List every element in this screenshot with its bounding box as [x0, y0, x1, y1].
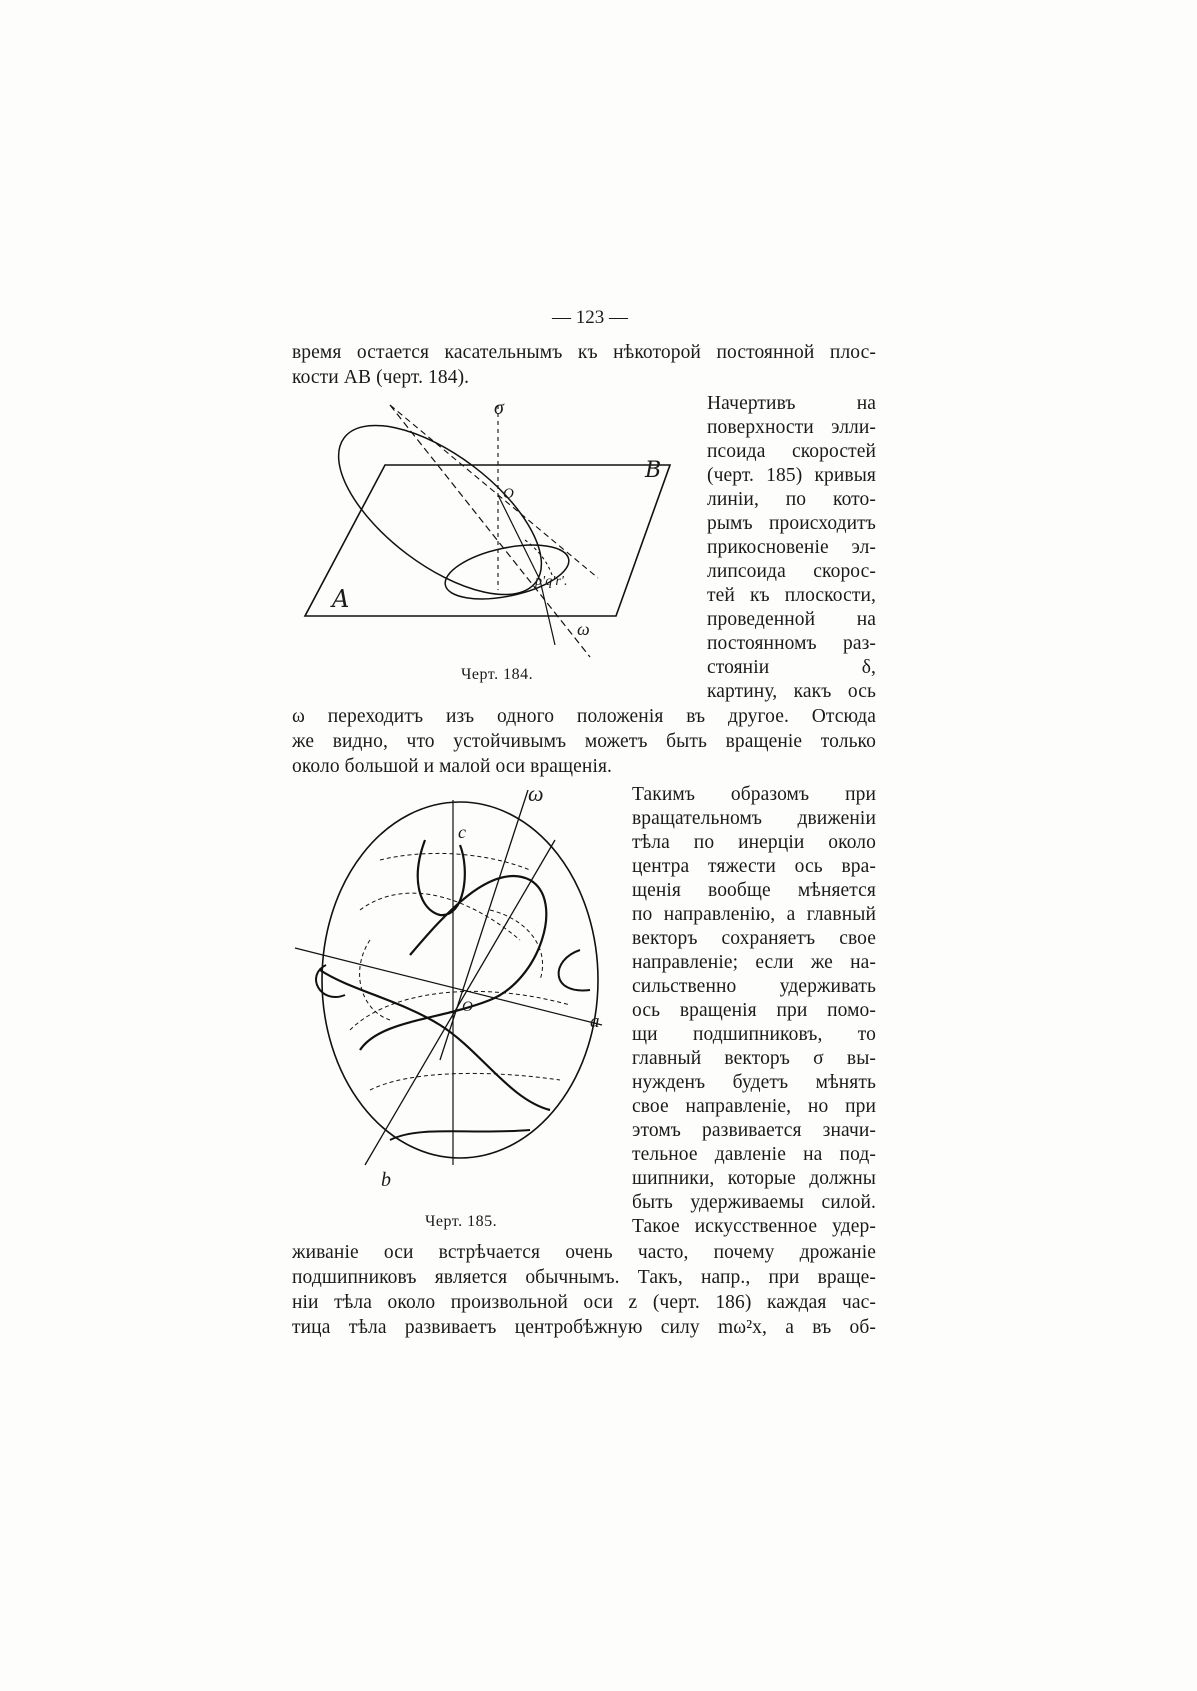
text-line: кости AB (черт. 184). [292, 367, 470, 388]
text-line: время остается касательнымъ къ нѣкоторой постоянной плос- [292, 342, 876, 363]
text-line: центра тяжести ось вра- [632, 856, 876, 877]
figure-184-caption: Черт. 184. [461, 666, 534, 683]
text-line: стояніи δ, [707, 657, 876, 678]
text-line: тѣла по инерціи около [632, 832, 876, 853]
text-line: тица тѣла развиваетъ центробѣжную силу mω²x, а въ об- [292, 1317, 876, 1338]
text-line: быть удерживаемы силой. [632, 1192, 876, 1213]
text-line: Такимъ образомъ при [632, 784, 876, 805]
label-a: A [332, 585, 350, 613]
text-line: (черт. 185) кривыя [707, 465, 876, 486]
text-line: векторъ сохраняетъ свое [632, 928, 876, 949]
text-line: щи подшипниковъ, то [632, 1024, 876, 1045]
page-number: — 123 — [552, 307, 628, 328]
label-omega: ω [577, 619, 590, 639]
label-o: O [503, 486, 514, 502]
text-line: ось вращенія при помо- [632, 1000, 876, 1021]
text-line: около большой и малой оси вращенія. [292, 756, 613, 777]
label-pqr: p'q'r'. [535, 574, 568, 589]
text-line: псоида скоростей [707, 441, 876, 462]
ellipsoid-outline [322, 802, 598, 1158]
text-line: этомъ развивается значи- [632, 1120, 876, 1141]
text-line: же видно, что устойчивымъ можетъ быть вращеніе только [292, 731, 876, 752]
text-line: вращательномъ движеніи [632, 808, 876, 829]
text-line: линіи, по кото- [707, 489, 876, 510]
text-line: щенія вообще мѣняется [632, 880, 876, 901]
text-line: свое направленіе, но при [632, 1096, 876, 1117]
label-sigma: σ [494, 397, 504, 419]
text-line: по направленію, а главный [632, 904, 876, 925]
text-line: тей къ плоскости, [707, 585, 876, 606]
label-omega: ω [528, 781, 544, 806]
text-line: живаніе оси встрѣчается очень часто, почему дрожаніе [292, 1242, 876, 1263]
omega-axis [390, 405, 590, 657]
text-line: подшипниковъ является обычнымъ. Такъ, напр., при враще- [292, 1267, 876, 1288]
text-line: направленіе; если же на- [632, 952, 876, 973]
text-line: тельное давленіе на под- [632, 1144, 876, 1165]
text-line: сильственно удерживать [632, 976, 876, 997]
figure-185-caption: Черт. 185. [425, 1213, 498, 1230]
label-b: B [645, 458, 662, 483]
text-line: нужденъ будетъ мѣнять [632, 1072, 876, 1093]
label-o: O [462, 999, 473, 1015]
label-a: a [590, 1011, 600, 1032]
text-line: липсоида скорос- [707, 561, 876, 582]
text-line: картину, какъ ось [707, 681, 876, 702]
label-b: b [381, 1169, 392, 1191]
label-c: c [458, 822, 467, 842]
figure-184-diagram [290, 395, 675, 675]
text-line: Такое искусственное удер- [632, 1216, 876, 1237]
figure-185-diagram [290, 790, 610, 1190]
text-line: прикосновеніе эл- [707, 537, 876, 558]
text-line: ω переходитъ изъ одного положенія въ другое. Отсюда [292, 706, 876, 727]
text-line: шипники, которые должны [632, 1168, 876, 1189]
text-line: главный векторъ σ вы- [632, 1048, 876, 1069]
text-line: проведенной на [707, 609, 876, 630]
text-line: постоянномъ раз- [707, 633, 876, 654]
text-line: рымъ происходитъ [707, 513, 876, 534]
text-line: поверхности элли- [707, 417, 876, 438]
text-line: Начертивъ на [707, 393, 876, 414]
text-line: ніи тѣла около произвольной оси z (черт. 186) каждая час- [292, 1292, 876, 1313]
ellipsoid [311, 395, 569, 626]
